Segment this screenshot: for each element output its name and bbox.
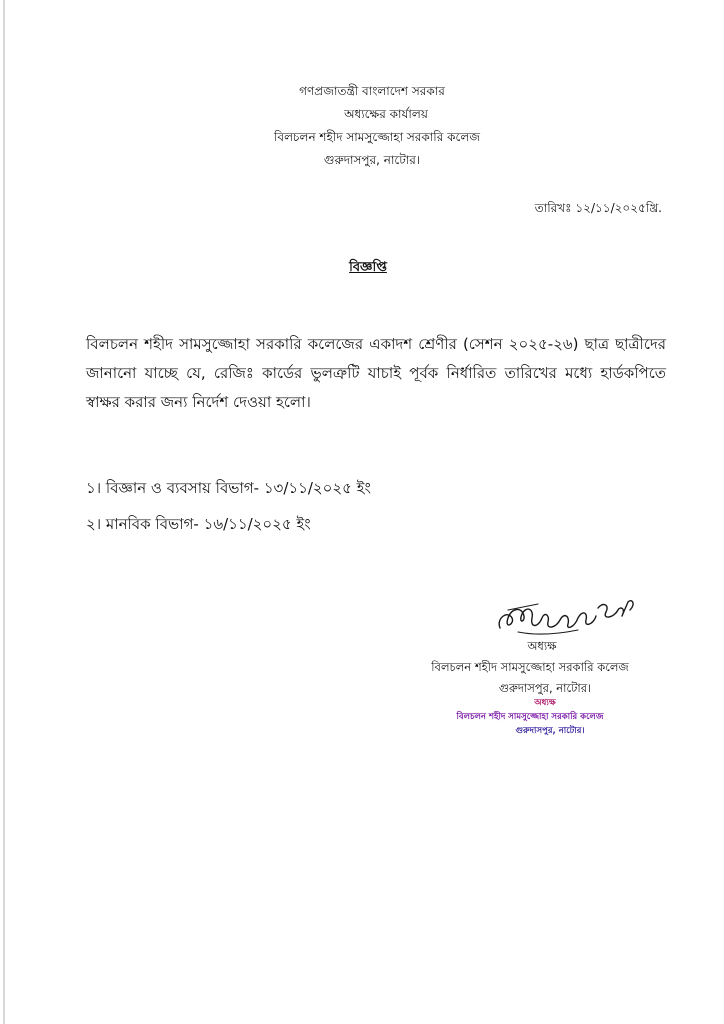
schedule-item-science-business: ১। বিজ্ঞান ও ব্যবসায় বিভাগ- ১৩/১১/২০২৫ ইং — [86, 479, 371, 497]
signatory-address: গুরুদাসপুর, নাটোর। — [498, 681, 592, 695]
notice-title-text: বিজ্ঞপ্তি — [349, 260, 387, 275]
schedule-item-humanities: ২। মানবিক বিভাগ- ১৬/১১/২০২৫ ইং — [86, 515, 311, 533]
official-stamp — [410, 696, 650, 738]
signatory-block — [380, 636, 680, 699]
college-address: গুরুদাসপুর, নাটোর। — [323, 153, 421, 167]
notice-body: বিলচলন শহীদ সামসুজ্জোহা সরকারি কলেজের একাদশ শ্রেণীর (সেশন ২০২৫-২৬) ছাত্র ছাত্রীদের জানানো যাচ্ছে যে, রেজিঃ কার্ডের ভুলত্রুটি যাচাই পূর্বক নির্ধারিত তারিখের মধ্যে হার্ডকপিতে স্বাক্ষর করার জন্য নির্দেশ দেওয়া হলো। — [86, 335, 666, 411]
schedule-list — [86, 470, 371, 542]
college-name: বিলচলন শহীদ সামসুজ্জোহা সরকারি কলেজ — [273, 130, 481, 144]
stamp-title: অধ্যক্ষ — [534, 698, 556, 708]
government-name: গণপ্রজাতন্ত্রী বাংলাদেশ সরকার — [299, 84, 445, 98]
notice-title — [0, 258, 724, 279]
office-name: অধ্যক্ষের কার্যালয় — [344, 107, 428, 121]
stamp-institution: বিলচলন শহীদ সামসুজ্জোহা সরকারি কলেজ — [456, 712, 604, 722]
stamp-address: গুরুদাসপুর, নাটোর। — [515, 726, 585, 736]
signatory-institution: বিলচলন শহীদ সামসুজ্জোহা সরকারি কলেজ — [431, 660, 629, 674]
notice-date: তারিখঃ ১২/১১/২০২৫খ্রি. — [534, 201, 662, 215]
letterhead — [0, 80, 724, 172]
signatory-title: অধ্যক্ষ — [527, 639, 557, 653]
